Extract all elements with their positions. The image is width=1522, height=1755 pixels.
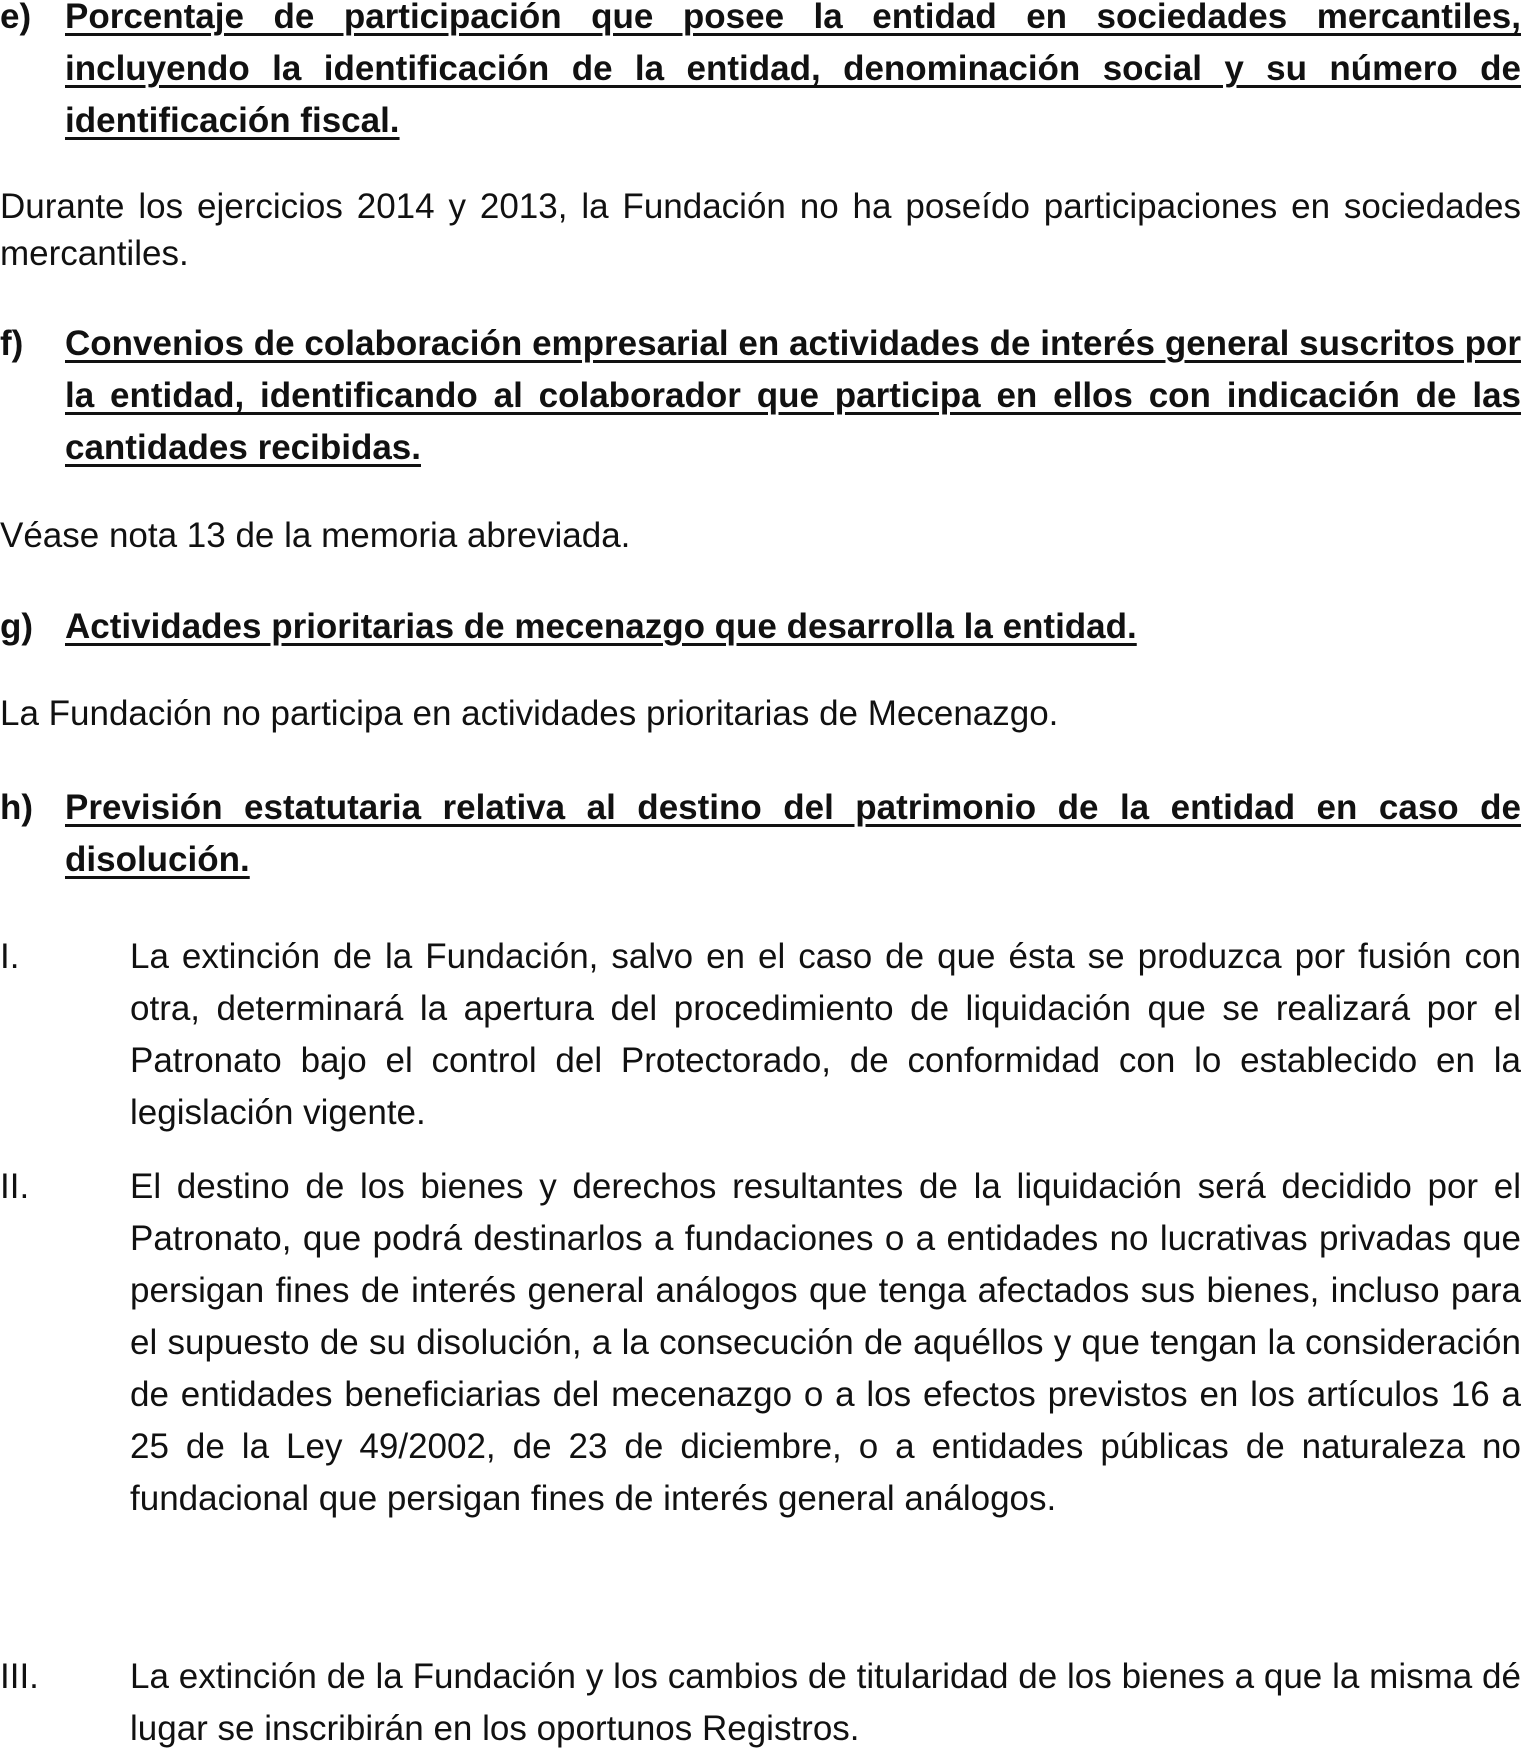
section-e-heading (0, 0, 1521, 147)
section-title: Previsión estatutaria relativa al destino del patrimonio de la entidad en caso de disolución. (65, 788, 1521, 879)
section-letter: e) (0, 0, 32, 36)
section-letter: h) (0, 788, 34, 827)
section-letter: g) (0, 607, 34, 646)
section-f-body: Véase nota 13 de la memoria abreviada. (0, 516, 631, 555)
section-title: Porcentaje de participación que posee la entidad en sociedades mercantiles, incluyendo la identificación de la entidad, denominación social y su número de identificación fiscal. (65, 0, 1521, 140)
section-h-heading (0, 782, 1521, 886)
list-item-text: El destino de los bienes y derechos resultantes de la liquidación será decidido por el Patronato, que podrá destinarlos a fundaciones o a entidades no lucrativas privadas que persigan fines de interés general análogos que tenga afectados sus bienes, incluso para el supuesto de su disolución, a la consecución de aquéllos y que tengan la consideración de entidades beneficiarias del mecenazgo o a los efectos previstos en los artículos 16 a 25 de la Ley 49/2002, de 23 de diciembre, o a entidades públicas de naturaleza no fundacional que persigan fines de interés general análogos. (130, 1167, 1521, 1518)
section-title: Convenios de colaboración empresarial en actividades de interés general suscritos por la entidad, identificando al colaborador que participa en ellos con indicación de las cantidades recibidas. (65, 324, 1521, 467)
list-item-number: III. (0, 1657, 39, 1696)
list-item (0, 931, 1521, 1139)
list-item-number: I. (0, 937, 20, 976)
list-item-number: II. (0, 1167, 30, 1206)
section-f-heading (0, 318, 1521, 474)
section-letter: f) (0, 324, 24, 363)
list-item-text: La extinción de la Fundación, salvo en el caso de que ésta se produzca por fusión con otra, determinará la apertura del procedimiento de liquidación que se realizará por el Patronato bajo el control del Protectorado, de conformidad con lo establecido en la legislación vigente. (130, 937, 1521, 1132)
section-e-body: Durante los ejercicios 2014 y 2013, la Fundación no ha poseído participaciones en sociedades mercantiles. (0, 187, 1521, 273)
list-item (0, 1651, 1521, 1755)
list-item-text: La extinción de la Fundación y los cambios de titularidad de los bienes a que la misma dé lugar se inscribirán en los oportunos Registros. (130, 1657, 1521, 1748)
section-title: Actividades prioritarias de mecenazgo que desarrolla la entidad. (65, 607, 1137, 646)
section-g-body: La Fundación no participa en actividades prioritarias de Mecenazgo. (0, 694, 1059, 733)
section-g-heading (0, 601, 1521, 653)
list-item (0, 1161, 1521, 1525)
